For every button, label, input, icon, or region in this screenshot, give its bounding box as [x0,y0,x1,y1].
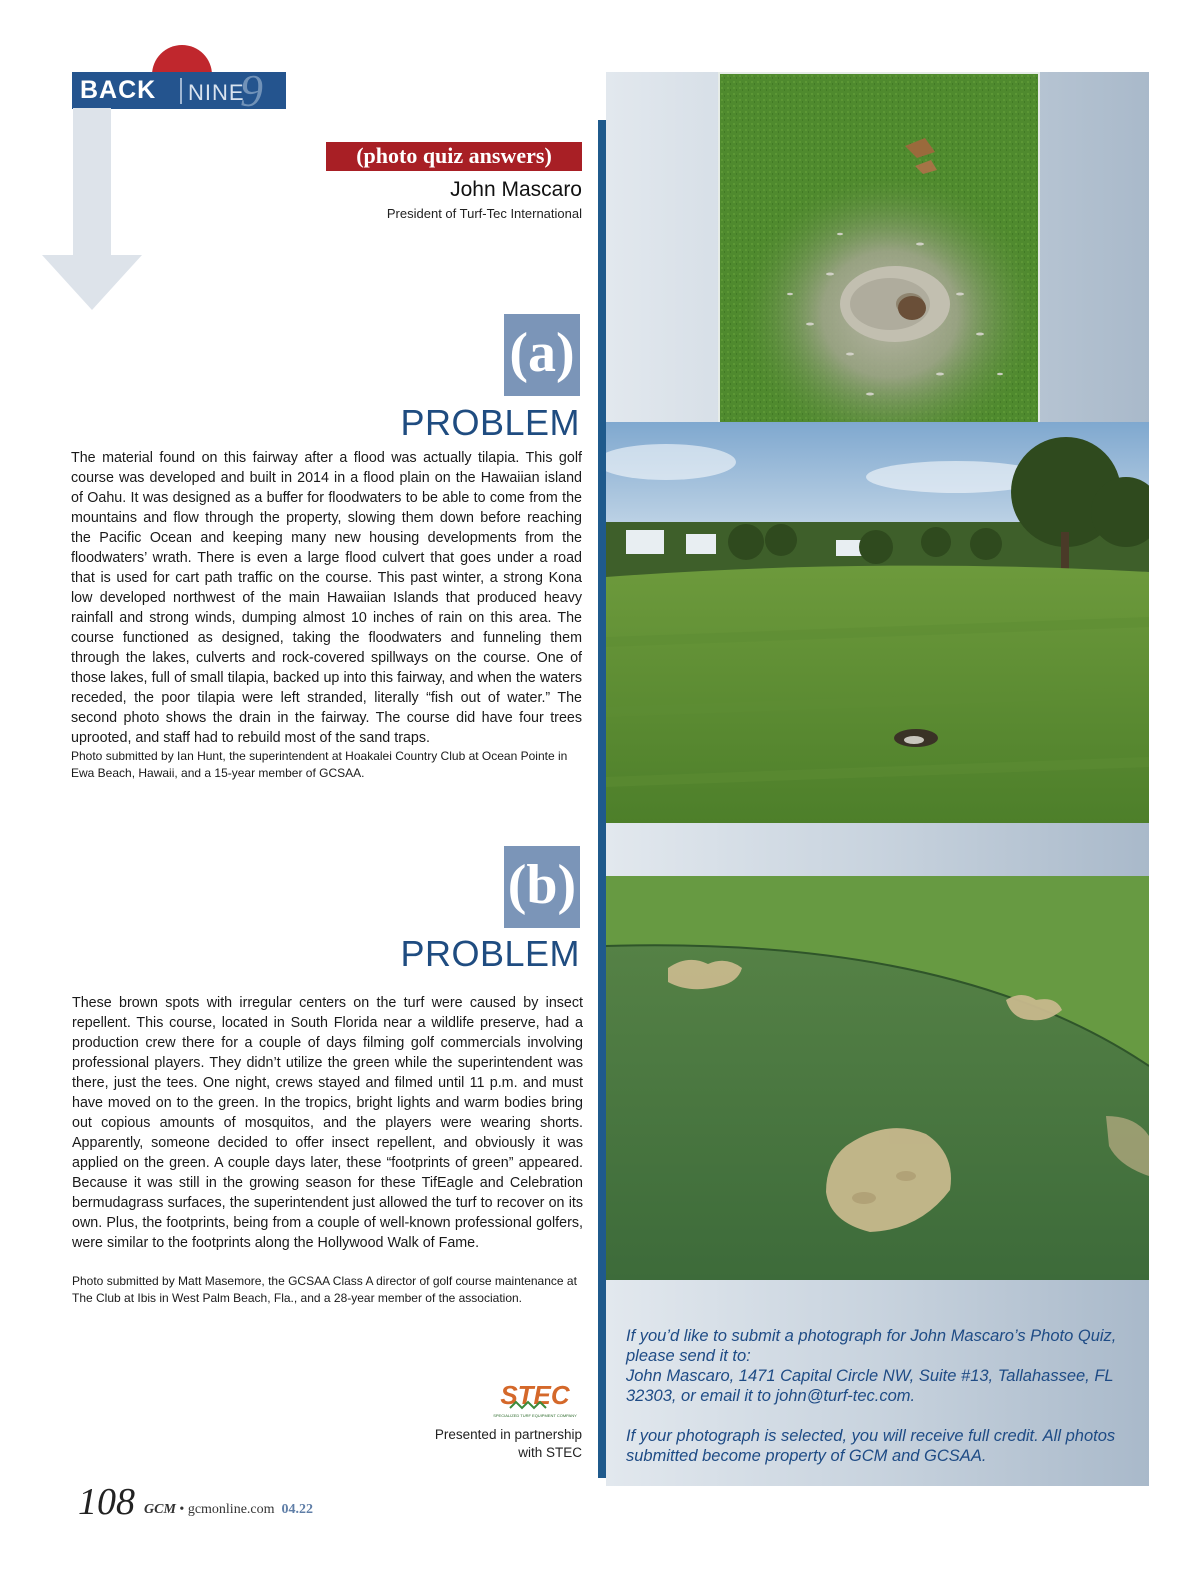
stec-logo [490,1380,580,1420]
page-number: 108 [78,1481,135,1523]
logo-nine-text: NINE [188,80,245,105]
stec-logo-text: STEC [500,1380,570,1410]
magazine-name: GCM [144,1502,176,1517]
arrow-down-icon [73,108,111,258]
section-a-letter: (a) [504,314,580,396]
section-a-body: The material found on this fairway after a flood was actually tilapia. This golf course was developed and built in 2014 in a flood plain on the Hawaiian island of Oahu. It was designed as a buffer for floodwaters to be able to come from the mountains and flow through the property, slowing them down before reaching the Pacific Ocean and keeping many new housing developments from the floodwaters’ wrath. There is even a large flood culvert that goes under a road that is used for cart path traffic on the course. This past winter, a strong Kona low developed northwest of the main Hawaiian Islands that produced heavy rainfall and strong winds, dumping almost 10 inches of rain on this area. The course functioned as designed, taking the floodwaters and funneling them through the lakes, culverts and rock-covered spillways on the course. One of those lakes, full of small tilapia, backed up into this fairway, and when the waters receded, the poor tilapia were left stranded, literally “fish out of water.” The second photo shows the drain in the fairway. The course did have four trees uprooted, and staff had to rebuild most of the sand traps. [71,450,582,746]
section-a-heading: PROBLEM [400,402,580,443]
submission-line-2: John Mascaro, 1471 Capital Circle NW, Suite #13, Tallahassee, FL 32303, or email it to john@turf-tec.com. [626,1367,1114,1405]
logo-flag-shape [152,45,212,75]
logo-divider [180,78,182,104]
submission-line-3: If your photograph is selected, you will receive full credit. All photos submitted become property of GCM and GCSAA. [626,1427,1116,1465]
photo-fairway-drain [606,422,1149,823]
section-a-credit: Photo submitted by Ian Hunt, the superintendent at Hoakalei Country Club at Ocean Pointe in Ewa Beach, Hawaii, and a 15-year member of GCSAA. [71,749,568,780]
partner-line-1: Presented in partnership [434,1427,582,1442]
logo-numeral: 9 [240,65,263,116]
submission-line-1: If you’d like to submit a photograph for John Mascaro’s Photo Quiz, please send it to: [626,1327,1117,1365]
photo-green-footprints [606,876,1149,1280]
partner-line-2: with STEC [518,1445,582,1460]
arrow-head-shape [42,255,142,310]
section-b-body: These brown spots with irregular centers on the turf were caused by insect repellent. This course, located in South Florida near a wildlife preserve, had a production crew there for a couple of days filming golf commercials involving professional players. They didn’t utilize the green while the superintendent was there, just the tees. One night, crews stayed and filmed until 11 p.m. and must have moved on to the green. In the tropics, bright lights and warm bodies bring out copious amounts of mosquitos, and the players were wearing shorts. Apparently, someone decided to offer insect repellent, and obviously it was applied on the green. A couple days later, these “footprints of green” appeared. Because it was still in the growing season for these TifEagle and Celebration bermudagrass surfaces, the superintendent just allowed the turf to recover on its own. Plus, the footprints, being from a couple of well-known professional golfers, were similar to the footprints along the Hollywood Walk of Fame. [72,995,583,1251]
footer-bullet: • [179,1502,185,1517]
footer-info [144,1502,313,1518]
section-b-letter: (b) [504,846,580,928]
section-b-credit: Photo submitted by Matt Masemore, the GCSAA Class A director of golf course maintenance at The Club at Ibis in West Palm Beach, Fla., and a 28-year member of the association. [72,1274,577,1305]
partner-credit [435,1426,582,1462]
section-b-heading: PROBLEM [400,933,580,974]
author-name: John Mascaro [450,178,582,201]
author-title: President of Turf-Tec International [386,206,582,221]
logo-back-text: BACK [80,76,157,104]
stec-tagline: SPECIALIZED TURF EQUIPMENT COMPANY [493,1413,577,1418]
submission-note [626,1326,1126,1466]
issue-date: 04.22 [281,1502,314,1517]
quiz-answers-banner: (photo quiz answers) [326,142,582,171]
website-link[interactable]: gcmonline.com [187,1502,275,1517]
vertical-rule [598,120,606,1478]
